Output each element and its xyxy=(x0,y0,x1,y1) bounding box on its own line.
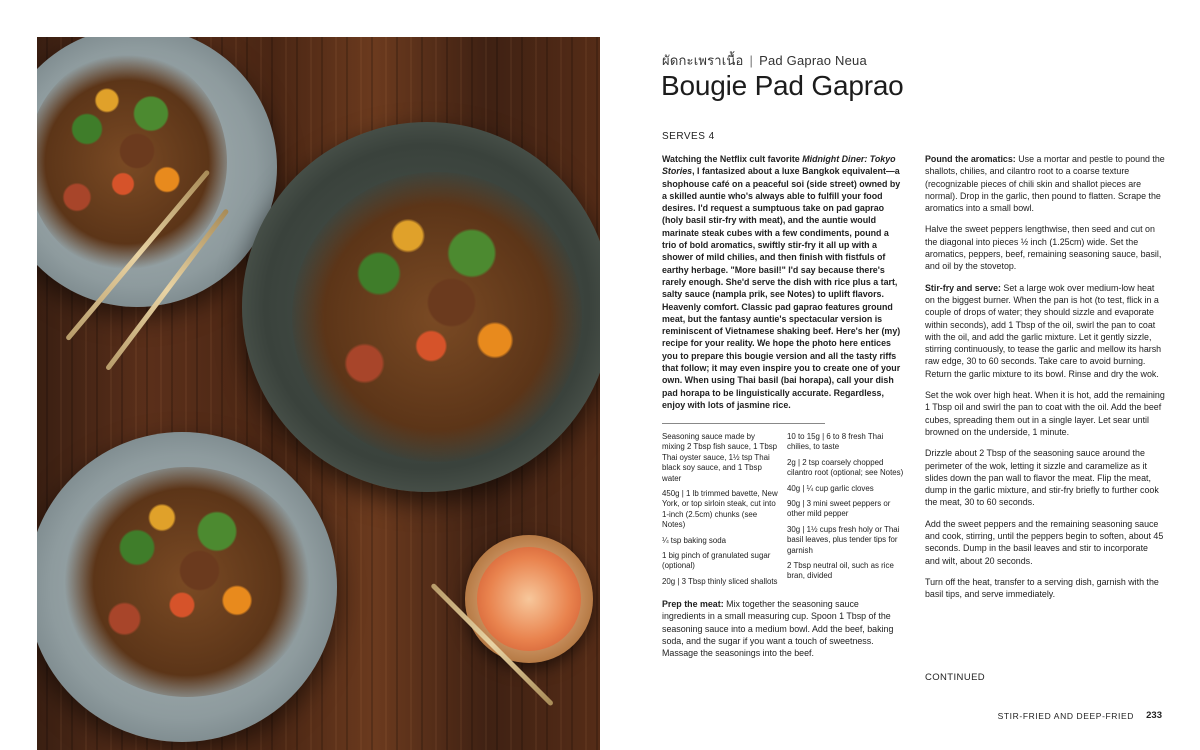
ingredient: Seasoning sauce made by mixing 2 Tbsp fish sauce, 1 Tbsp Thai oyster sauce, 1½ tsp Thai black soy sauce, and 1 Tbsp water xyxy=(662,432,778,483)
recipe-title: Bougie Pad Gaprao xyxy=(661,70,904,101)
ingredient: ¼ tsp baking soda xyxy=(662,535,727,545)
step-text: Set a large wok over medium-low heat on the biggest burner. When the pan is hot (to test, flick in a couple of drops of water; they should sizzle and evaporate within seconds), add 1 Tbsp of the oil, swirl the pan to coat with the oil, and add the garlic mixture. Let it gently sizzle, stirring continuously, to tease the garlic and mellow its harsh raw edge, 30 to 60 seconds. Take care to avoid burning. Return the garlic mixture to its bowl. Rinse and dry the wok. xyxy=(925,282,1162,379)
step-text: Add the sweet peppers and the remaining seasoning sauce and cook, stirring, until the peppers begin to soften, about 45 seconds. Dump in the basil leaves and stir to incorporate and wilt, about 20 seconds. xyxy=(925,518,1164,566)
ingredients-left xyxy=(662,432,778,592)
step-lead: Stir-fry and serve: xyxy=(925,282,1001,293)
intro-show-title: Midnight Diner: Tokyo Stories xyxy=(662,154,896,177)
method-step xyxy=(925,153,1165,214)
sauce xyxy=(477,547,581,651)
method-step xyxy=(925,576,1165,601)
continued-label: CONTINUED xyxy=(925,672,986,683)
page-number: 233 xyxy=(1146,710,1162,721)
ingredient: 1 big pinch of granulated sugar (optional) xyxy=(662,551,771,571)
ingredient: 20g | 3 Tbsp thinly sliced shallots xyxy=(662,576,778,586)
method-step xyxy=(925,282,1165,380)
step-text: Turn off the heat, transfer to a serving dish, garnish with the basil tips, and serve immediately. xyxy=(925,576,1159,600)
method-step xyxy=(925,518,1165,567)
ingredient: 2g | 2 tsp coarsely chopped cilantro root (optional; see Notes) xyxy=(787,457,904,478)
ingredient: 450g | 1 lb trimmed bavette, New York, or top sirloin steak, cut into 1-inch (2.5cm) chunks (see Notes) xyxy=(662,489,778,530)
step-lead: Prep the meat: xyxy=(662,599,724,609)
romanized-name: Pad Gaprao Neua xyxy=(759,53,867,68)
ingredients-divider xyxy=(662,423,825,424)
recipe-subtitle xyxy=(662,50,867,71)
step-text: Halve the sweet peppers lengthwise, then seed and cut on the diagonal into pieces ½ inch (1.25cm) wide. Set the aromatics, peppers, beef, remaining seasoning sauce, basil, and oil by the stovetop. xyxy=(925,224,1162,272)
intro-paragraph xyxy=(662,153,902,411)
separator: | xyxy=(749,53,754,68)
step-lead: Pound the aromatics: xyxy=(925,154,1016,164)
ingredients-right xyxy=(787,432,907,587)
intro-text-1: Watching the Netflix cult favorite xyxy=(662,154,803,164)
ingredient: 10 to 15g | 6 to 8 fresh Thai chilies, to taste xyxy=(787,432,884,452)
method-step xyxy=(925,447,1165,508)
serves: SERVES 4 xyxy=(662,131,715,142)
method-column xyxy=(925,153,1165,610)
prep-step xyxy=(662,598,902,659)
ingredient: 2 Tbsp neutral oil, such as rice bran, divided xyxy=(787,561,894,581)
intro-text-2: , I fantasized about a luxe Bangkok equivalent—a shophouse café on a peaceful soi (side street) owned by a skilled auntie who's always able to fulfill your food desires. I'd request a sumptuous take on pad gaprao (holy basil stir-fry with meat), and the auntie would marinate steak cubes with a few condiments, pound a trio of bold aromatics, swiftly stir-fry it all up with a shower of mild chilies, and then finish with fistfuls of earthy herbage. "More basil!" I'd say because there's rarely enough. She'd serve the dish with rice plus a tart, salty sauce (nampla prik, see Notes) to uplift flavors. Heavenly comfort. Classic pad gaprao features ground meat, but the fantasy auntie's spectacular version is reminiscent of Vietnamese shaking beef. Here's her (my) recipe for your reality. We hope the photo here entices you to prepare this bougie version and all the tasty riffs that follow; it may even inspire you to create one of your own. When using Thai basil (bai horapa), call your dish pad horapa to be linguistically accurate. Regardless, enjoy with lots of jasmine rice. xyxy=(662,166,901,410)
dish-photo xyxy=(37,37,600,750)
step-text: Mix together the seasoning sauce ingredients in a small measuring cup. Spoon 1 Tbsp of the seasoning sauce into a medium bowl. Add the beef, baking soda, and the sugar if you want a touch of sweetness. Massage the seasonings into the beef. xyxy=(662,599,894,659)
ingredient: 40g | ¼ cup garlic cloves xyxy=(787,483,874,493)
method-step xyxy=(925,223,1165,272)
step-text: Drizzle about 2 Tbsp of the seasoning sauce around the perimeter of the wok, letting it sizzle and caramelize as it slides down the pan wall to flavor the meat. Flip the meat, dump in the garlic mixture, and stir-fry briefly to further cook the meat, 30 to 60 seconds. xyxy=(925,448,1159,508)
thai-name: ผัดกะเพราเนื้อ xyxy=(662,53,744,68)
ingredient: 30g | 1½ cups fresh holy or Thai basil leaves, plus tender tips for garnish xyxy=(787,524,900,555)
section-name: STIR-FRIED AND DEEP-FRIED xyxy=(997,711,1134,721)
food-center xyxy=(292,172,582,462)
step-text: Use a mortar and pestle to pound the shallots, chilies, and cilantro root to a coarse texture (recognizable pieces of chili skin and shallot pieces are normal). Drop in the garlic, then pound to flatten. Scrape the aromatics into a small bowl. xyxy=(925,154,1165,214)
step-text: Set the wok over high heat. When it is hot, add the remaining 1 Tbsp oil and swirl the pan to coat with the oil. Add the beef cubes, spreading them out in a single layer. Let sear until browned on the underside, 1 minute. xyxy=(925,390,1165,437)
food-bottom-left xyxy=(62,467,312,697)
ingredient: 90g | 3 mini sweet peppers or other mild pepper xyxy=(787,499,891,519)
method-step xyxy=(925,389,1165,438)
